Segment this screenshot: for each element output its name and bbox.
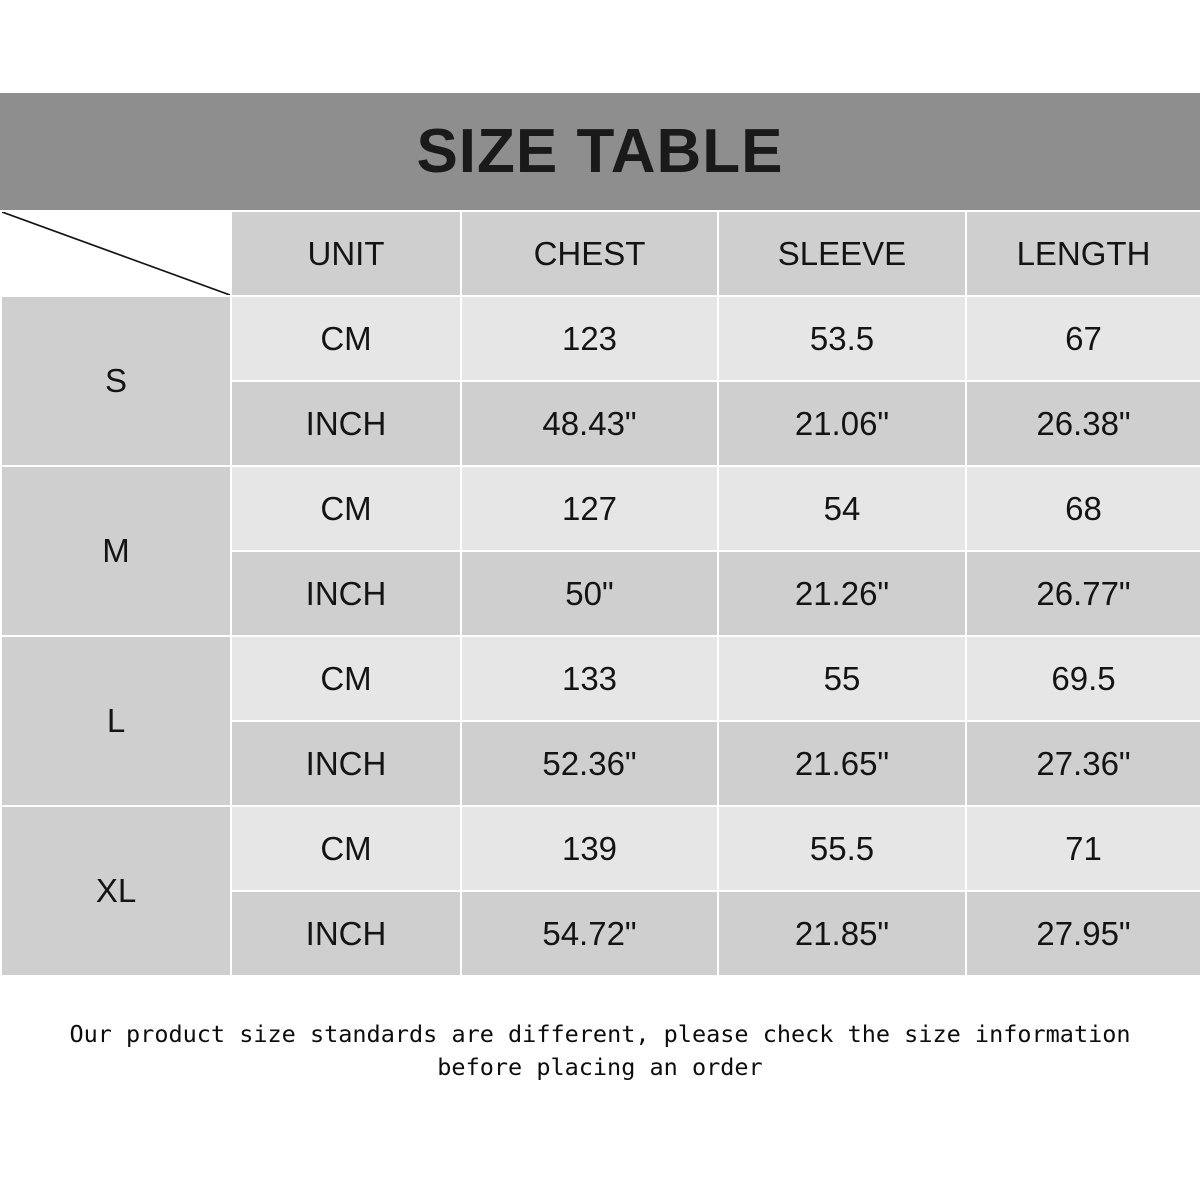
column-header-length: LENGTH [966,211,1200,296]
unit-cell-cm: CM [231,466,461,551]
table-row [1,466,1200,551]
unit-cell-inch: INCH [231,551,461,636]
cell-length-inch: 27.95" [966,891,1200,976]
cell-sleeve-cm: 55.5 [718,806,966,891]
cell-chest-inch: 54.72" [461,891,718,976]
cell-sleeve-inch: 21.65" [718,721,966,806]
cell-length-cm: 67 [966,296,1200,381]
unit-cell-inch: INCH [231,891,461,976]
cell-length-inch: 26.38" [966,381,1200,466]
cell-chest-cm: 139 [461,806,718,891]
size-disclaimer-note [0,1018,1200,1085]
cell-length-cm: 71 [966,806,1200,891]
cell-chest-cm: 123 [461,296,718,381]
unit-cell-cm: CM [231,636,461,721]
cell-length-cm: 69.5 [966,636,1200,721]
row-size-label-l: L [1,636,231,806]
note-line-2: before placing an order [437,1053,763,1082]
table-row [1,806,1200,891]
unit-cell-cm: CM [231,806,461,891]
cell-chest-cm: 133 [461,636,718,721]
table-header-row [1,211,1200,296]
cell-chest-cm: 127 [461,466,718,551]
unit-cell-inch: INCH [231,381,461,466]
unit-cell-cm: CM [231,296,461,381]
cell-sleeve-cm: 53.5 [718,296,966,381]
note-line-1: Our product size standards are different, please check the size information [69,1020,1131,1048]
corner-cell [1,211,231,296]
column-header-sleeve: SLEEVE [718,211,966,296]
column-header-unit: UNIT [231,211,461,296]
cell-length-inch: 27.36" [966,721,1200,806]
diagonal-divider-icon [2,212,230,295]
row-size-label-m: M [1,466,231,636]
cell-length-cm: 68 [966,466,1200,551]
table-row [1,636,1200,721]
cell-length-inch: 26.77" [966,551,1200,636]
cell-sleeve-cm: 54 [718,466,966,551]
cell-sleeve-inch: 21.85" [718,891,966,976]
cell-chest-inch: 48.43" [461,381,718,466]
cell-sleeve-inch: 21.26" [718,551,966,636]
unit-cell-inch: INCH [231,721,461,806]
cell-chest-inch: 52.36" [461,721,718,806]
cell-chest-inch: 50" [461,551,718,636]
size-table [0,210,1200,977]
row-size-label-xl: XL [1,806,231,976]
column-header-chest: CHEST [461,211,718,296]
cell-sleeve-inch: 21.06" [718,381,966,466]
cell-sleeve-cm: 55 [718,636,966,721]
row-size-label-s: S [1,296,231,466]
table-row [1,296,1200,381]
title-banner [0,93,1200,210]
page-title: SIZE TABLE [416,116,784,186]
